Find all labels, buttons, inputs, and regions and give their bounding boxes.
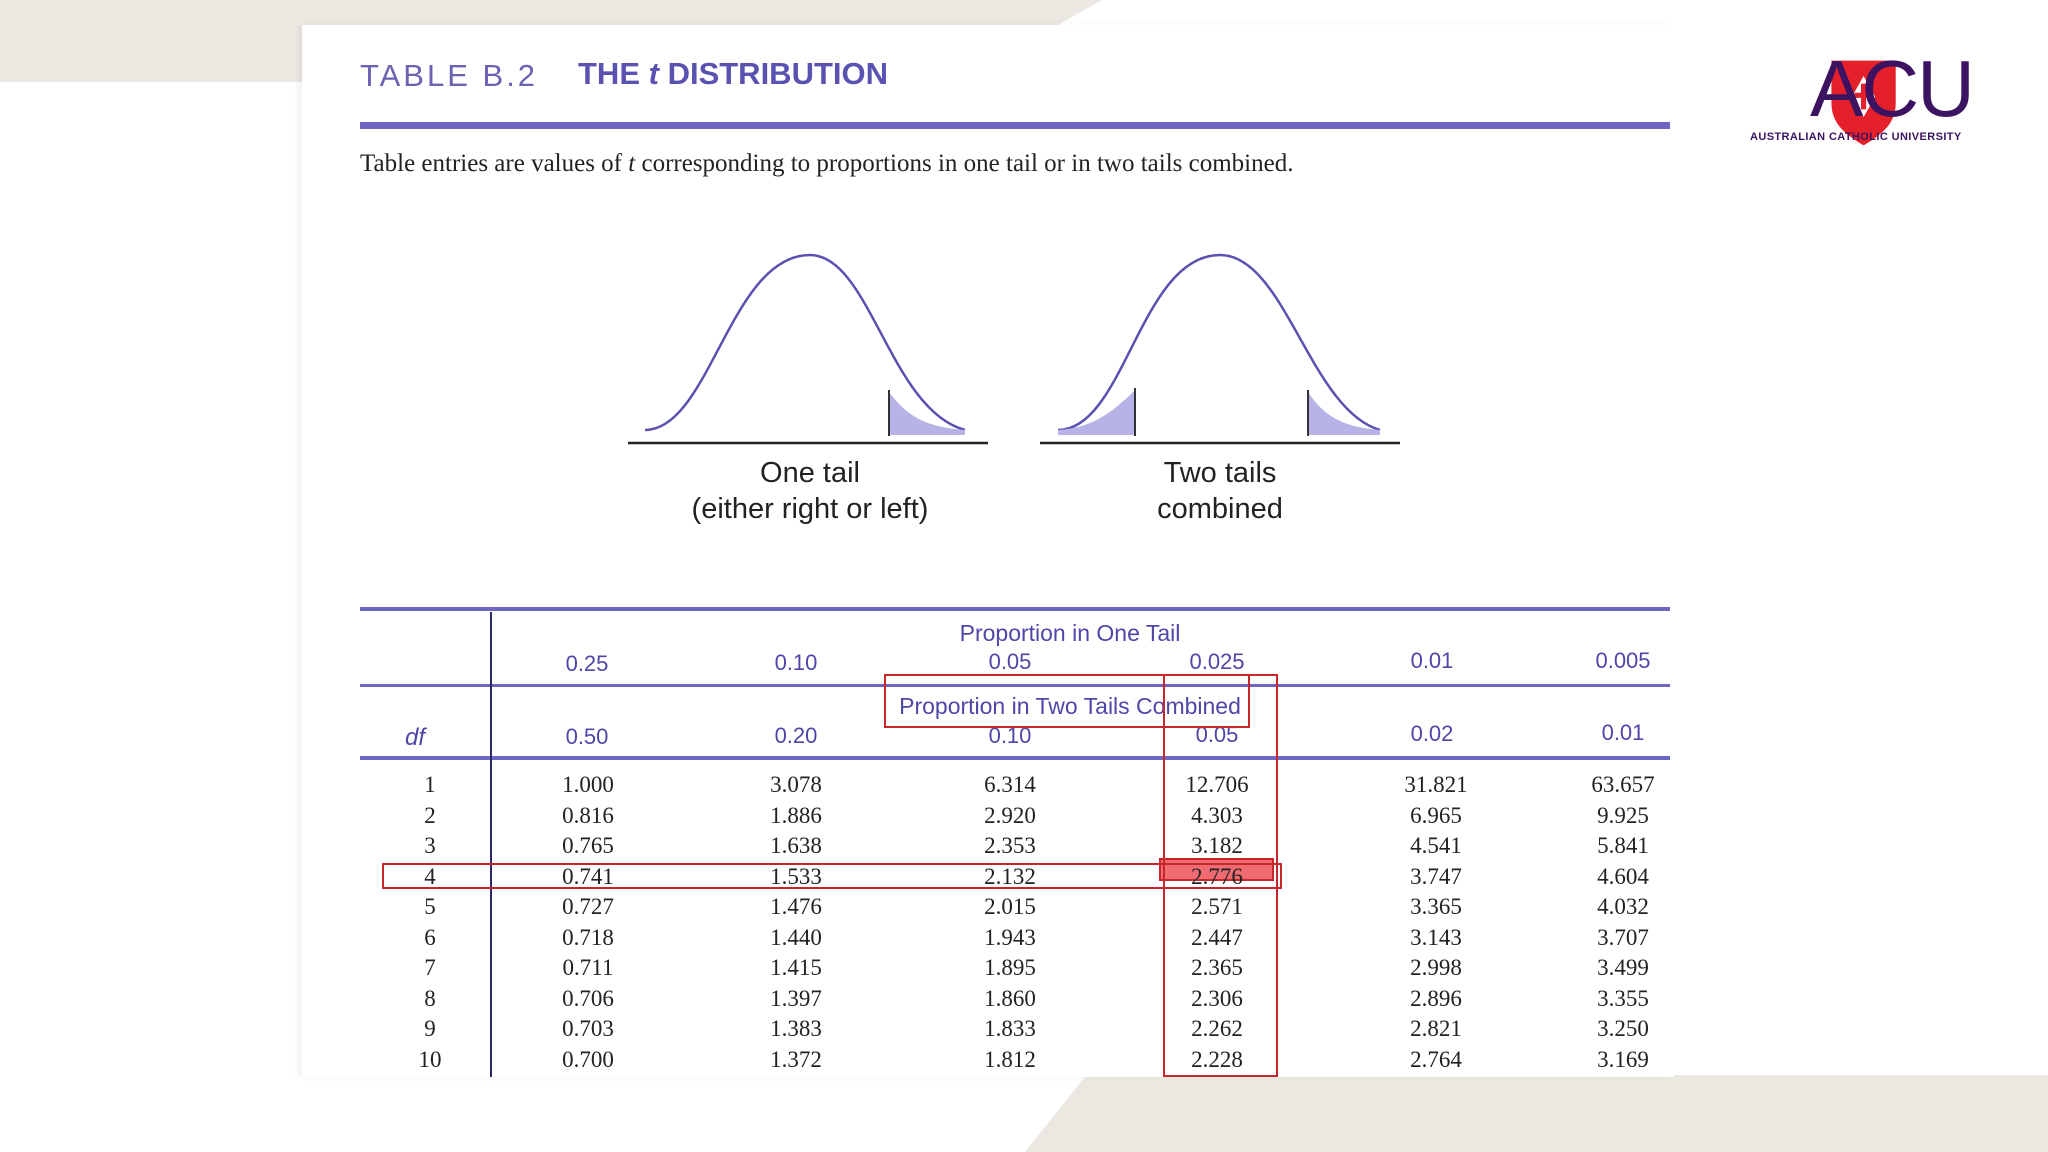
t-value-cell: 3.747 [1410, 863, 1462, 889]
table-row [0, 1047, 2048, 1077]
t-value-cell: 1.476 [770, 894, 822, 919]
table-row [0, 986, 2048, 1016]
t-value-cell: 0.816 [562, 802, 614, 828]
table-row [0, 772, 2048, 802]
t-value-cell: 1.886 [770, 802, 822, 828]
two-tails-curve [1040, 255, 1400, 443]
t-value-cell: 63.657 [1591, 772, 1655, 797]
two-tails-label [1080, 455, 1360, 527]
t-value-cell: 6.314 [984, 772, 1036, 797]
t-value-cell: 2.447 [1191, 924, 1243, 950]
t-value-cell: 0.765 [562, 833, 614, 858]
t-value-cell: 3.499 [1597, 955, 1649, 980]
t-value-cell: 4.303 [1191, 802, 1243, 828]
t-value-cell: 2.764 [1410, 1046, 1462, 1072]
df-cell: 1 [424, 772, 436, 797]
t-value-cell: 12.706 [1185, 772, 1249, 797]
t-value-cell: 31.821 [1404, 772, 1468, 797]
t-value-cell: 1.812 [984, 1046, 1036, 1072]
two-tail-header: 0.02 [1410, 721, 1454, 746]
t-value-cell: 1.533 [770, 863, 822, 889]
one-tail-header: 0.05 [988, 649, 1032, 674]
t-value-cell: 2.571 [1191, 894, 1243, 919]
table-title: THE t DISTRIBUTION [578, 56, 889, 91]
t-value-cell: 2.306 [1191, 985, 1243, 1011]
t-value-cell: 4.604 [1597, 863, 1649, 889]
acu-logo-subtitle: AUSTRALIAN CATHOLIC UNIVERSITY [1750, 131, 1962, 143]
t-value-cell: 5.841 [1597, 833, 1649, 858]
t-value-cell: 1.943 [984, 924, 1036, 950]
t-value-cell: 2.015 [984, 894, 1036, 919]
t-value-cell: 0.727 [562, 894, 614, 919]
t-value-cell: 1.000 [562, 772, 614, 797]
table-row [0, 803, 2048, 833]
t-value-cell: 2.821 [1410, 1016, 1462, 1041]
df-cell: 8 [424, 985, 436, 1011]
t-value-cell: 0.718 [562, 924, 614, 950]
t-value-cell: 1.383 [770, 1016, 822, 1041]
one-tail-label [660, 455, 960, 527]
t-value-cell: 2.353 [984, 833, 1036, 858]
t-value-cell: 1.440 [770, 924, 822, 950]
two-tail-header: 0.20 [774, 723, 818, 748]
t-value-cell: 2.262 [1191, 1016, 1243, 1041]
t-value-cell: 2.998 [1410, 955, 1462, 980]
one-tail-header: 0.025 [1189, 649, 1245, 674]
t-value-cell: 1.397 [770, 985, 822, 1011]
table-row [0, 925, 2048, 955]
t-value-cell: 3.182 [1191, 833, 1243, 858]
t-value-cell: 3.078 [770, 772, 822, 797]
highlighted-t-value: 2.776 [1191, 863, 1243, 889]
decorative-block-top-left [0, 0, 302, 82]
t-value-cell: 2.920 [984, 802, 1036, 828]
df-cell: 2 [424, 802, 436, 828]
one-tail-header: 0.10 [774, 650, 818, 675]
two-tail-header: 0.05 [1195, 722, 1239, 747]
df-cell: 9 [424, 1016, 436, 1041]
title-rule [360, 122, 1670, 129]
table-rule-top [360, 607, 1670, 611]
t-value-cell: 4.541 [1410, 833, 1462, 858]
highlight-row-df-4 [382, 863, 1282, 889]
df-cell: 6 [424, 924, 436, 950]
decorative-band-bottom [1025, 1075, 2048, 1152]
t-value-cell: 1.833 [984, 1016, 1036, 1041]
one-tail-header: 0.005 [1595, 648, 1651, 673]
t-value-cell: 1.895 [984, 955, 1036, 980]
t-value-cell: 1.860 [984, 985, 1036, 1011]
t-value-cell: 1.372 [770, 1046, 822, 1072]
table-row [0, 894, 2048, 924]
df-cell: 7 [424, 955, 436, 980]
distribution-curves [620, 240, 1420, 460]
one-tail-curve [628, 255, 988, 443]
t-value-cell: 6.965 [1410, 802, 1462, 828]
proportion-one-tail-label: Proportion in One Tail [959, 620, 1181, 646]
t-value-cell: 1.415 [770, 955, 822, 980]
t-value-cell: 3.169 [1597, 1046, 1649, 1072]
table-number: TABLE B.2 [360, 58, 539, 93]
t-value-cell: 2.365 [1191, 955, 1243, 980]
t-value-cell: 3.707 [1597, 924, 1649, 950]
t-value-cell: 2.896 [1410, 985, 1462, 1011]
one-tail-label-line2: (either right or left) [691, 493, 929, 525]
t-value-cell: 0.706 [562, 985, 614, 1011]
t-value-cell: 3.143 [1410, 924, 1462, 950]
table-row [0, 955, 2048, 985]
two-tails-label-line2: combined [1157, 493, 1283, 525]
t-value-cell: 9.925 [1597, 802, 1649, 828]
t-value-cell: 0.703 [562, 1016, 614, 1041]
t-value-cell: 2.228 [1191, 1046, 1243, 1072]
df-header: df [405, 724, 426, 751]
t-value-cell: 3.365 [1410, 894, 1462, 919]
two-tails-label-line1: Two tails [1163, 457, 1277, 489]
t-value-cell: 0.741 [562, 863, 614, 889]
two-tail-header: 0.10 [988, 723, 1032, 748]
t-value-cell: 2.132 [984, 863, 1036, 889]
one-tail-header: 0.01 [1410, 648, 1454, 673]
df-cell: 10 [418, 1046, 442, 1072]
t-value-cell: 3.355 [1597, 985, 1649, 1011]
t-value-cell: 3.250 [1597, 1016, 1649, 1041]
table-rule-bottom [360, 756, 1670, 760]
one-tail-header: 0.25 [565, 651, 609, 676]
df-cell: 5 [424, 894, 436, 919]
proportion-two-tails-label: Proportion in Two Tails Combined [899, 693, 1241, 719]
table-row [0, 1016, 2048, 1046]
df-cell: 4 [424, 863, 436, 889]
t-value-cell: 1.638 [770, 833, 822, 858]
t-value-cell: 0.700 [562, 1046, 614, 1072]
acu-logo-text: ACU [1810, 44, 1973, 133]
one-tail-label-line1: One tail [760, 457, 860, 489]
table-row [0, 833, 2048, 863]
df-cell: 3 [424, 833, 436, 858]
table-caption: Table entries are values of t corresponding to proportions in one tail or in two tails combined. [360, 150, 1294, 177]
t-value-cell: 4.032 [1597, 894, 1649, 919]
two-tail-header: 0.01 [1601, 720, 1645, 745]
two-tail-header: 0.50 [565, 724, 609, 749]
t-value-cell: 0.711 [562, 955, 614, 980]
